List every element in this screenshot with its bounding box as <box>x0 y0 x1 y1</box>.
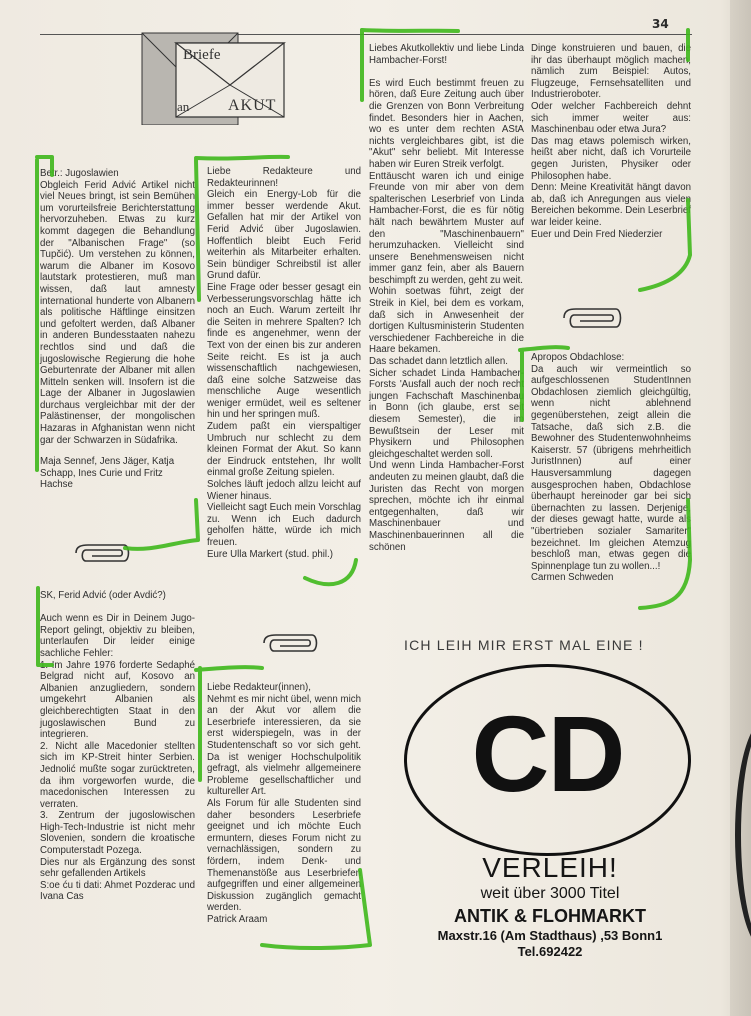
letter-body: Liebes Akutkollektiv und liebe Linda Hambacher-Forst! Es wird Euch bestimmt freuen zu hören, daß Eure Zeitung auch über die Grenzen von Bonn Verbreitung findet. Besonders hier in Aachen, wo es unter dem rechten AStA nichts vergleichbares gibt, ist die "Akut" sehr beliebt. Mit Interesse haben wir Euren Streik verfolgt. Enttäuscht waren ich und einige Freunde von mir aber von dem spalterischen Leserbrief von Linda Hambacher-Forst, die es für nötig hält nach bewährtem Muster auf den "Maschinenbauern" herumzuhacken. Vielleicht sind unsere Benehmensweisen nicht immer ganz fein, aber als Bauern beschimpft zu werden, geht zu weit. Wohin soetwas führt, zeigt der Streik in Kiel, bei dem es vorkam, daß sich in Anwesenheit der dortigen Kultusministerin Studenten verschiedener Fachbereiche in die Haare bekamen. Das schadet dann letztlich allen. Sicher schadet Linda Hambacher-Forsts 'Ausfall auch der noch recht jungen Fachschaft Maschinenbau in Bonn (ich glaube, erst seit diesem Semester), die im Bewußtsein der Leser mit Physikern und Philosophen gleichgeschaltet werden soll. Und wenn Linda Hambacher-Forst andeuten zu meinen glaubt, daß die Juristen das Recht von morgen sprechen, möchte ich ihr einmal entgegenhalten, daß wir Maschinenbauer und Maschinenbauerinnen all die schönen <box>369 43 524 553</box>
letter-advic <box>40 590 195 903</box>
ad-address: Maxstr.16 (Am Stadthaus) ,53 Bonn1 <box>437 928 663 943</box>
paperclip-icon <box>70 542 132 564</box>
ad-shop: ANTIK & FLOHMARKT <box>454 906 646 926</box>
letter-maschinenbau-cont <box>531 43 691 240</box>
letter-body: Liebe Redakteur(innen), Nehmt es mir nicht übel, wenn mich an der Akut vor allem die Leserbriefe interessieren, da sie erst widerspiegeln, was in der Studentenschaft so vor sich geht. Da ist weniger Hochschulpolitik gefragt, als vielmehr allgemeinere Probleme gesellschaftlicher und kultureller Art. Als Forum für alle Studenten sind daher besonders Leserbriefe geeignet und ich möchte Euch ermuntern, dieses Forum nicht zu vernachlässigen, sondern zu fördern, indem Denk- und Themenanstöße aus Leserbriefen aufgegriffen und einer allgemeinen Diskussion zugänglich gemacht werden. Patrick Araam <box>207 682 361 925</box>
ad-tel: Tel.692422 <box>517 944 583 959</box>
page-number: 34 <box>652 17 669 31</box>
letter-body: Liebe Redakteure und Redakteurinnen! Gleich ein Energy-Lob für die immer besser werdende Akut. Gefallen hat mir der Artikel von Ferid Advić über Jugoslawien. Hoffentlich bleibt Euch Ferid weiterhin als Mitarbeiter erhalten. Sein bündiger Schreibstil ist aller Grund dafür. Eine Frage oder besser gesagt ein Verbesserungsvorschlag hätte ich noch an Euch. Warum zerteilt Ihr die Seiten in mehrere Spalten? Ich finde es angenehmer, wenn der Text von der einen bis zur anderen Seite reicht. Es ist ja auch wissenschaftlich nachgewiesen, daß eine solche Satzweise das menschliche Auge wesentlich weniger ermüdet, weil es seltener hin und her springen muß. Zudem paßt ein vierspaltiger Umbruch nur schlecht zu dem kleinen Format der Akut. So kann der Eindruck entstehen, Ihr wollt einmal große Zeitung spielen. Solches läuft jedoch allzu leicht auf Wiener hinaus. Vielleicht sagt Euch mein Vorschlag zu. Wenn ich Euch dadurch geholfen hätte, würde ich mich freuen. Eure Ulla Markert (stud. phil.) <box>207 166 361 560</box>
briefe-an-akut-header <box>140 13 286 125</box>
letter-body: Dinge konstruieren und bauen, die ihr das überhaupt möglich machen, nämlich zum Beispiel: Autos, Flugzeuge, Fernsehsatelliten und Industrieroboter. Oder welcher Fachbereich dehnt sich immer weiter aus: Maschinenbau oder etwa Jura? Das mag etaws polemisch wirken, heißt aber nicht, daß ich Vorurteile gegen Juristen, Physiker oder Philosophen habe. Denn: Meine Kreativität hängt davon ab, daß ich Anregungen aus vielen Bereichen bekomme. Dein Leserbrief war leider keine. Euer und Dein Fred Niederzier <box>531 43 691 240</box>
header-briefe: Briefe <box>183 47 221 63</box>
letter-redakteure <box>207 166 361 560</box>
letter-body: Apropos Obdachlose: Da auch wir vermeintlich so aufgeschlossenen StudentInnen Obdachlosen ziemlich gleichgültig, wenn nicht ablehnend gegenüberstehen, zeigt allein die Tatsache, daß sich z.B. die Bewohner des Studentenwohnheims Kaiserstr. 57 (übrigens mehrheitlich JuristInnen) auf einer Hausversammlung dagegen ausgesprochen haben, Obdachlose überhaupt hereinoder gar bei sich übernachten zu lassen. Derjenige, der dieses gewagt hatte, wurde als "übertrieben sozialer Samariter" bezeichnet. Im gleichen Atemzug beschloß man, etwas gegen die Spinnenplage tun zu wollen...! Carmen Schweden <box>531 352 691 584</box>
paperclip-icon <box>258 632 320 654</box>
paperclip-icon <box>558 306 624 330</box>
header-akut: AKUT <box>228 97 277 114</box>
letter-obdachlose <box>531 352 691 584</box>
letter-body: Betr.: Jugoslawien Obgleich Ferid Advić Artikel nicht viel Neues bringt, ist sein Bemühen um vorurteilsfreie Berichterstattung hervorzuheben. Etwas zu kurz kommt dagegen die Behandlung der "Albanischen Frage" (so Tupčić). Um verstehen zu können, warum die Albaner im Kosovo lautstark protestieren, muß man wissen, daß laut amnesty international hunderte von Albanern als politische Häftlinge einsitzen und gefoltert werden, daß Albaner in anderen Bundesstaaten nahezu rechtlos sind und daß die jugoslowische Regierung die hohe Geburtenrate der Albaner mit allen Mitteln senken will. Insofern ist die Lage der Albaner in Jugoslawien durchaus vergleichbar mit der der Palästinenser, der mongolischen Hazaras in Afghanistan wenn nicht gar der Schwarzen in Südafrika. <box>40 168 195 446</box>
letter-leserbriefe <box>207 682 361 925</box>
ad-titles: weit über 3000 Titel <box>480 885 620 902</box>
letter-signature: Maja Sennef, Jens Jäger, Katja Schapp, Ines Curie und Fritz Hachse <box>40 456 175 491</box>
letter-akutkollektiv <box>369 43 524 553</box>
letter-body: SK, Ferid Advić (oder Avdić?) Auch wenn es Dir in Deinem Jugo-Report gelingt, objektiv zu bleiben, unterlaufen Dir leider einige sachliche Fehler: 1. Im Jahre 1976 forderte Sedaphé Belgrad nicht auf, Kosovo an Albanien anzugliedern, sondern umgekehrt Albanien als gleichberechtigten Staat in den jugoslawischen Bund zu integrieren. 2. Nicht alle Macedonier stellten sich im KP-Streit hinter Serbien. Jednolić mußte sogar zurücktreten, da ihm vorgeworfen wurde, die macedonischen Interessen zu verraten. 3. Zentrum der jugoslowischen High-Tech-Industrie ist nicht mehr Slovenien, sondern die kroatische Computerstadt Pozega. Dies nur als Ergänzung des sonst sehr gefallenden Artikels S:oe ću ti dati: Ahmet Pozderac und Ivana Cas <box>40 590 195 903</box>
letter-jugoslawien <box>40 168 195 491</box>
top-rule <box>40 34 692 35</box>
ad-verleih: VERLEIH! <box>482 852 618 883</box>
ad-headline: ICH LEIH MIR ERST MAL EINE ! <box>404 637 644 653</box>
cd-logo-text: CD <box>471 693 624 814</box>
header-an: an <box>177 99 190 114</box>
